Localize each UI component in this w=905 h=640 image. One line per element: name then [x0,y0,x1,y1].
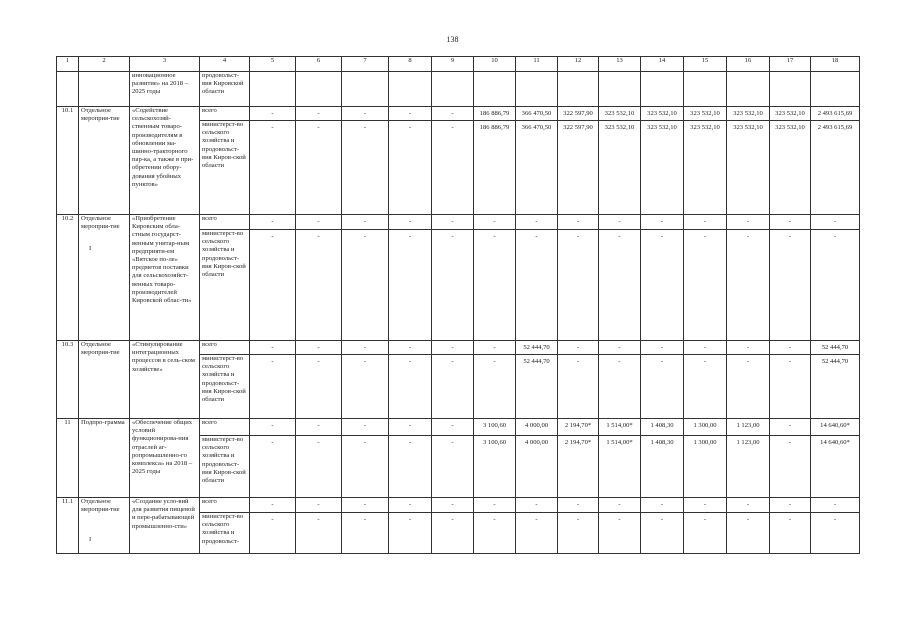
item-type-cell [79,72,130,107]
funding-value: - [770,230,811,341]
funding-value: - [342,121,389,215]
funding-value: 14 640,60* [811,419,860,436]
funding-value: 186 886,79 [474,121,516,215]
funding-value: - [296,230,342,341]
funding-value: - [727,341,770,355]
funding-value: - [342,107,389,121]
executor: министерст-во сельского хозяйства и продовольст-вия Киров-ской области [200,355,250,419]
funding-value: - [474,230,516,341]
funding-value: 366 470,50 [516,107,558,121]
funding-value: - [599,355,641,419]
item-number: 11 [57,419,79,498]
funding-value: - [811,215,860,230]
funding-value: 52 444,70 [516,355,558,419]
funding-value: - [250,341,296,355]
funding-value: 1 123,00 [727,419,770,436]
funding-value: - [432,498,474,513]
funding-value: - [250,436,296,498]
executor: всего [200,107,250,121]
executor: министерст-во сельского хозяйства и продовольст-вия Киров-ской области [200,436,250,498]
funding-value: - [811,230,860,341]
table-row [57,341,860,355]
funding-value: - [684,215,727,230]
funding-value: - [558,355,599,419]
funding-value: 14 640,60* [811,436,860,498]
funding-value: - [432,419,474,436]
header-row [57,57,860,72]
page-number: 138 [446,35,459,44]
funding-value: - [599,341,641,355]
item-number: 10.2 [57,215,79,341]
item-number: 11.1 [57,498,79,554]
column-header: 6 [296,57,342,72]
funding-value: 52 444,70 [811,355,860,419]
column-header: 3 [130,57,200,72]
funding-value: 3 100,60 [474,419,516,436]
funding-value: - [296,355,342,419]
item-type-cell [79,341,130,419]
funding-value: - [770,355,811,419]
funding-value [432,72,474,107]
funding-value: - [770,215,811,230]
funding-value: 1 514,00* [599,436,641,498]
funding-value: - [558,513,599,554]
funding-value: - [389,498,432,513]
funding-value: - [770,513,811,554]
executor: министерст-во сельского хозяйства и продовольст-вия Киров-ской области [200,121,250,215]
funding-value: 323 532,10 [770,121,811,215]
funding-value: 1 408,30 [641,436,684,498]
funding-value [389,72,432,107]
funding-value: - [727,513,770,554]
item-number: 10.3 [57,341,79,419]
funding-value: - [342,436,389,498]
executor: министерст-во сельского хозяйства и продовольст- [200,513,250,554]
funding-value: - [474,513,516,554]
item-type: Отдельное мероприя-тие [81,107,120,123]
funding-value: - [770,436,811,498]
item-name: «Создание усло-вий для развития пищевой и пере-рабатывающей промышленно-сти» [130,498,200,554]
funding-value: 1 300,00 [684,436,727,498]
funding-value: 52 444,70 [811,341,860,355]
column-header: 4 [200,57,250,72]
funding-value: - [558,230,599,341]
column-header: 7 [342,57,389,72]
funding-value: - [684,230,727,341]
funding-value: - [474,355,516,419]
funding-value: - [296,513,342,554]
funding-value: - [641,355,684,419]
item-type: Отдельное мероприя-тие [81,498,120,514]
item-number [57,72,79,107]
funding-value: - [342,341,389,355]
funding-value [599,72,641,107]
funding-value: 2 194,70* [558,419,599,436]
funding-value: 323 532,10 [641,107,684,121]
funding-value: - [474,215,516,230]
funding-value [296,72,342,107]
funding-value: - [250,355,296,419]
item-name: «Приобретение Кировским обла-стным государст-венным унитар-ным предприяти-ем «Вятское по-ле» предметов поставки для сельскохозяйст-венных товаро-производителей Кировской облас-ти» [130,215,200,341]
funding-value: - [432,230,474,341]
column-header: 17 [770,57,811,72]
funding-value: 3 100,60 [474,436,516,498]
funding-value: - [641,498,684,513]
funding-value: - [389,215,432,230]
funding-value: 1 123,00 [727,436,770,498]
funding-value: - [811,498,860,513]
executor: всего [200,215,250,230]
funding-value: - [684,341,727,355]
funding-value: - [770,341,811,355]
funding-value [516,72,558,107]
funding-value: - [250,230,296,341]
funding-value: 1 514,00* [599,419,641,436]
column-header: 10 [474,57,516,72]
funding-value: - [599,215,641,230]
funding-value: 323 532,10 [641,121,684,215]
column-header: 14 [641,57,684,72]
funding-value: - [599,230,641,341]
funding-value: - [516,215,558,230]
funding-value: - [432,121,474,215]
funding-value: - [432,436,474,498]
funding-value: - [250,419,296,436]
item-name: «Содействие сельскохозяй-ственным товаро-производителям в обновлении ма-шинно-тракторного пар-ка, а также в при-обретении обору-дования убойных пунктов» [130,107,200,215]
funding-value: - [516,498,558,513]
item-type: Отдельное мероприя-тие [81,215,120,231]
funding-value: - [641,230,684,341]
item-name: инновационное развитие» на 2018 – 2025 годы [130,72,200,107]
funding-value: - [250,121,296,215]
funding-value [641,72,684,107]
program-funding-table [56,56,860,554]
funding-value: - [727,215,770,230]
funding-value: - [296,436,342,498]
funding-value: - [296,121,342,215]
funding-value: - [342,230,389,341]
table-row [57,419,860,436]
column-header: 5 [250,57,296,72]
funding-value: - [389,355,432,419]
funding-value: - [811,513,860,554]
funding-value: - [770,419,811,436]
table-row [57,215,860,230]
funding-value: - [474,341,516,355]
margin-mark: I [89,536,92,544]
executor: всего [200,498,250,513]
funding-value: - [432,355,474,419]
item-type-cell [79,107,130,215]
funding-value: 323 532,10 [684,121,727,215]
funding-value: 186 886,79 [474,107,516,121]
table-row [57,72,860,107]
item-type: Подпро-грамма [81,419,125,426]
funding-value: - [296,419,342,436]
funding-value: - [641,341,684,355]
funding-value: - [342,513,389,554]
funding-value: - [296,107,342,121]
funding-value: - [727,355,770,419]
funding-value: - [727,498,770,513]
item-name: «Обеспечение общих условий функционирова-ния отраслей аг-ропромышленно-го комплекса» на 2018 – 2025 годы [130,419,200,498]
funding-value: - [558,498,599,513]
funding-value: - [770,498,811,513]
funding-value: - [599,498,641,513]
funding-value: - [342,215,389,230]
funding-value: - [641,215,684,230]
funding-value: - [389,436,432,498]
funding-value: - [296,215,342,230]
funding-value: 366 470,50 [516,121,558,215]
item-type-cell [79,215,130,341]
funding-value: 1 300,00 [684,419,727,436]
funding-value: - [389,513,432,554]
funding-value: - [250,498,296,513]
executor: всего [200,419,250,436]
funding-value: 4 000,00 [516,419,558,436]
item-type-cell [79,419,130,498]
executor: всего [200,341,250,355]
funding-value: - [684,355,727,419]
margin-mark: I [89,245,92,253]
funding-value [811,72,860,107]
funding-value: 323 532,10 [770,107,811,121]
funding-value: - [684,513,727,554]
column-header: 16 [727,57,770,72]
funding-value: - [432,107,474,121]
funding-value: - [389,107,432,121]
funding-value: - [599,513,641,554]
funding-value: - [342,355,389,419]
column-header: 18 [811,57,860,72]
item-type-cell [79,498,130,554]
column-header: 15 [684,57,727,72]
funding-value: - [684,498,727,513]
funding-value: - [641,513,684,554]
funding-value: 323 532,10 [684,107,727,121]
table-row [57,107,860,121]
item-number: 10.1 [57,107,79,215]
funding-value: - [342,419,389,436]
funding-value: - [516,513,558,554]
funding-value: 323 532,10 [599,121,641,215]
funding-value: - [558,215,599,230]
funding-value: - [432,341,474,355]
column-header: 12 [558,57,599,72]
column-header: 8 [389,57,432,72]
column-header: 13 [599,57,641,72]
funding-value: - [250,107,296,121]
funding-value: 2 493 615,69 [811,121,860,215]
funding-value: - [727,230,770,341]
column-header: 1 [57,57,79,72]
funding-value: - [432,513,474,554]
item-type: Отдельное мероприя-тие [81,341,120,357]
column-header: 2 [79,57,130,72]
funding-value: - [389,121,432,215]
column-header: 9 [432,57,474,72]
funding-value: - [474,498,516,513]
funding-value: - [558,341,599,355]
funding-value: 323 532,10 [727,121,770,215]
funding-value: - [250,215,296,230]
funding-value [474,72,516,107]
funding-value: - [389,230,432,341]
executor: министерст-во сельского хозяйства и продовольст-вия Киров-ской области [200,230,250,341]
funding-value: 1 408,30 [641,419,684,436]
funding-value: 323 532,10 [599,107,641,121]
funding-value: 2 194,70* [558,436,599,498]
funding-value: - [296,498,342,513]
funding-value: - [342,498,389,513]
funding-value [558,72,599,107]
funding-value: 2 493 615,69 [811,107,860,121]
funding-value: 322 597,90 [558,121,599,215]
funding-value [342,72,389,107]
funding-value [684,72,727,107]
funding-value: 52 444,70 [516,341,558,355]
funding-value [727,72,770,107]
funding-value: - [389,341,432,355]
funding-value: - [516,230,558,341]
funding-value: 323 532,10 [727,107,770,121]
funding-value: 322 597,90 [558,107,599,121]
table-row [57,498,860,513]
funding-value: - [389,419,432,436]
funding-value: - [250,513,296,554]
item-name: «Стимулирование интеграционных процессов в сель-ском хозяйстве» [130,341,200,419]
funding-value [250,72,296,107]
funding-value: 4 000,00 [516,436,558,498]
funding-value [770,72,811,107]
funding-value: - [296,341,342,355]
executor: продовольст-вия Кировской области [200,72,250,107]
funding-value: - [432,215,474,230]
column-header: 11 [516,57,558,72]
